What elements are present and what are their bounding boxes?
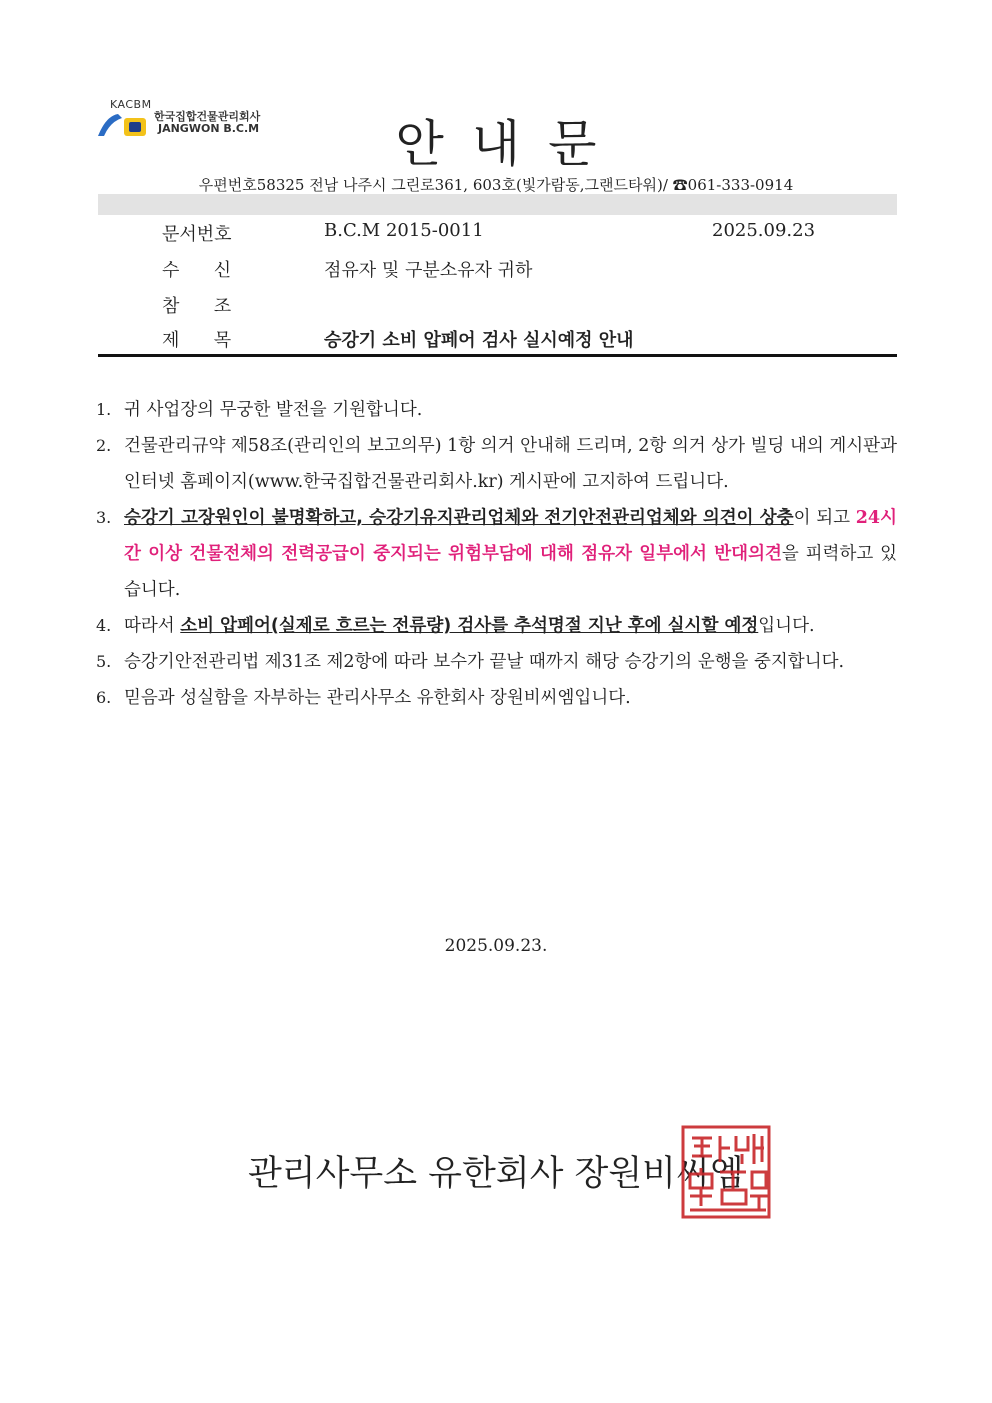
logo-abbr: KACBM [110, 98, 152, 111]
recipient-label: 수 신 [162, 260, 232, 281]
item-text: 이 되고 [793, 508, 856, 528]
item-underlined-text: 승강기 고장원인이 불명확하고, 승강기유지관리업체와 전기안전관리업체와 의견이 상충 [124, 508, 794, 528]
list-item [96, 428, 897, 500]
item-number: 3. [96, 508, 112, 527]
doc-number-row [0, 220, 992, 250]
item-number: 4. [96, 616, 112, 635]
doc-date: 2025.09.23 [712, 220, 816, 241]
reference-label: 참 조 [162, 296, 232, 317]
list-item [96, 680, 897, 716]
item-number: 2. [96, 436, 112, 455]
company-seal-icon [680, 1124, 772, 1220]
logo-korean-name: 한국집합건물관리회사 [154, 110, 261, 123]
footer-date: 2025.09.23. [444, 936, 548, 956]
address-line: 우편번호58325 전남 나주시 그린로361, 603호(빛가람동,그랜드타워)/ ☎061-333-0914 [198, 176, 794, 194]
issuer-name: 관리사무소 유한회사 장원비씨엠 [248, 1154, 744, 1194]
list-item [96, 608, 897, 644]
list-item [96, 392, 897, 428]
doc-number-label: 문서번호 [162, 224, 232, 245]
subject-row [0, 326, 992, 356]
item-underlined-text: 소비 압페어(실제로 흐르는 전류량) 검사를 추석명절 지난 후에 실시할 예정 [180, 616, 759, 636]
header-divider [98, 354, 897, 357]
gray-band [98, 194, 897, 215]
logo-english-name: JANGWON B.C.M [158, 122, 260, 135]
notice-items [96, 392, 897, 716]
item-text: 입니다. [758, 616, 815, 636]
item-text: 믿음과 성실함을 자부하는 관리사무소 유한회사 장원비씨엠입니다. [124, 688, 631, 708]
item-number: 5. [96, 652, 112, 671]
subject-label: 제 목 [162, 330, 232, 351]
item-text: 건물관리규약 제58조(관리인의 보고의무) 1항 의거 안내해 드리며, 2항 의거 상가 빌딩 내의 게시판과 인터넷 홈페이지(www.한국집합건물관리회사.kr) 게시판에 고지하여 드립니다. [124, 436, 897, 492]
item-number: 6. [96, 688, 112, 707]
doc-number-value: B.C.M 2015-0011 [324, 220, 484, 241]
item-text: 승강기안전관리법 제31조 제2항에 따라 보수가 끝날 때까지 해당 승강기의 운행을 중지합니다. [124, 652, 845, 672]
page-title: 안내문 [395, 115, 625, 173]
recipient-value: 점유자 및 구분소유자 귀하 [324, 260, 533, 281]
item-text: 따라서 [124, 616, 181, 636]
list-item [96, 500, 897, 608]
item-text: 귀 사업장의 무궁한 발전을 기원합니다. [124, 400, 423, 420]
reference-row [0, 292, 992, 322]
item-highlight-text: 24시간 이상 건물전체의 전력공급이 중지되는 위험부담에 대해 점유자 일부에서 반대의견 [124, 508, 898, 564]
list-item [96, 644, 897, 680]
subject-value: 승강기 소비 압페어 검사 실시예정 안내 [324, 330, 634, 351]
recipient-row [0, 256, 992, 286]
item-text: 을 피력하고 있습니다. [124, 544, 897, 600]
item-number: 1. [96, 400, 112, 419]
